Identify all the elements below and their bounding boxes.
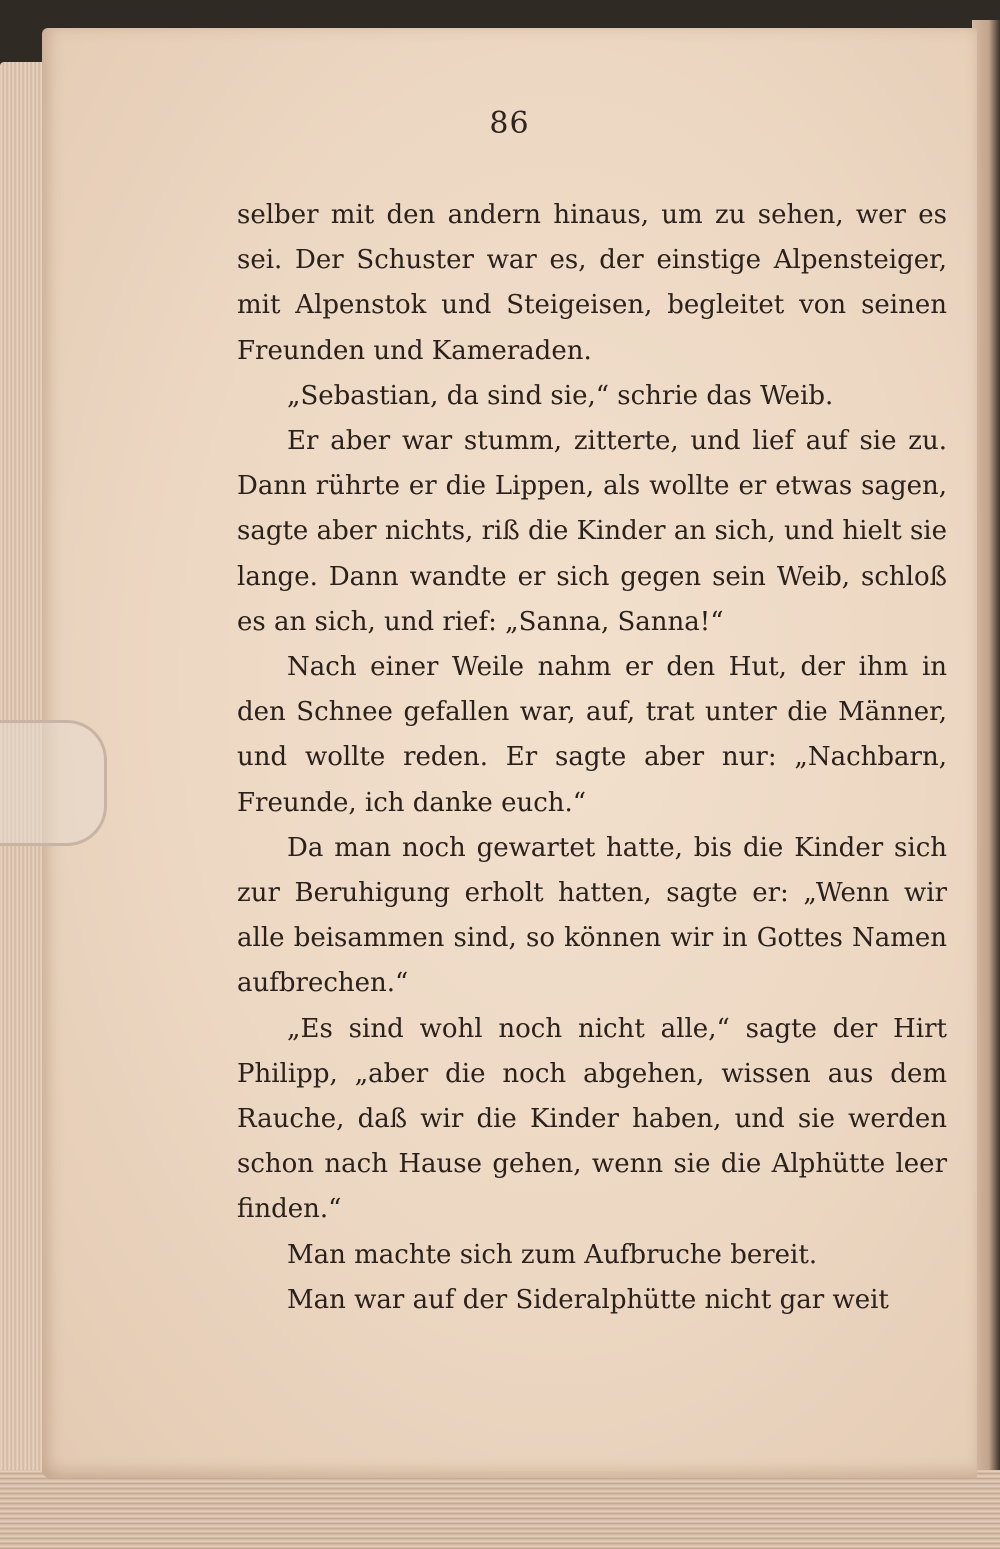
page-number: 86 (489, 106, 530, 141)
paragraph: Da man noch gewartet hatte, bis die Kinder sich zur Beruhigung erholt hatten, sagte er: „Wenn wir alle beisammen sind, so können wir in Gottes Namen aufbrechen.“ (237, 832, 947, 999)
paragraph: Man machte sich zum Aufbruche bereit. (287, 1239, 818, 1270)
page-edges-bottom (0, 1470, 1000, 1549)
page-clip (0, 720, 107, 846)
paragraph: Nach einer Weile nahm er den Hut, der ihm in den Schnee gefallen war, auf, trat unter die Männer, und wollte reden. Er sagte aber nur: „Nachbarn, Freunde, ich danke euch.“ (237, 652, 947, 818)
book-page (42, 28, 977, 1478)
body-text (237, 193, 947, 1323)
paragraph: Man war auf der Sideralphütte nicht gar weit (287, 1284, 889, 1315)
paragraph: „Es sind wohl noch nicht alle,“ sagte der Hirt Philipp, „aber die noch abgehen, wissen aus dem Rauche, daß wir die Kinder haben, und sie werden schon nach Hause gehen, wenn sie die Alphütte leer finden.“ (237, 1013, 947, 1225)
paragraph: „Sebastian, da sind sie,“ schrie das Weib. (287, 380, 834, 411)
paragraph: selber mit den andern hinaus, um zu sehen, wer es sei. Der Schuster war es, der einstige Alpensteiger, mit Alpenstok und Steigeisen, begleitet von seinen Freunden und Kameraden. (237, 200, 947, 366)
paragraph: Er aber war stumm, zitterte, und lief auf sie zu. Dann rührte er die Lippen, als wollte er etwas sagen, sagte aber nichts, riß die Kinder an sich, und hielt sie lange. Dann wandte er sich gegen sein Weib, schloß es an sich, und rief: „Sanna, Sanna!“ (237, 426, 947, 637)
